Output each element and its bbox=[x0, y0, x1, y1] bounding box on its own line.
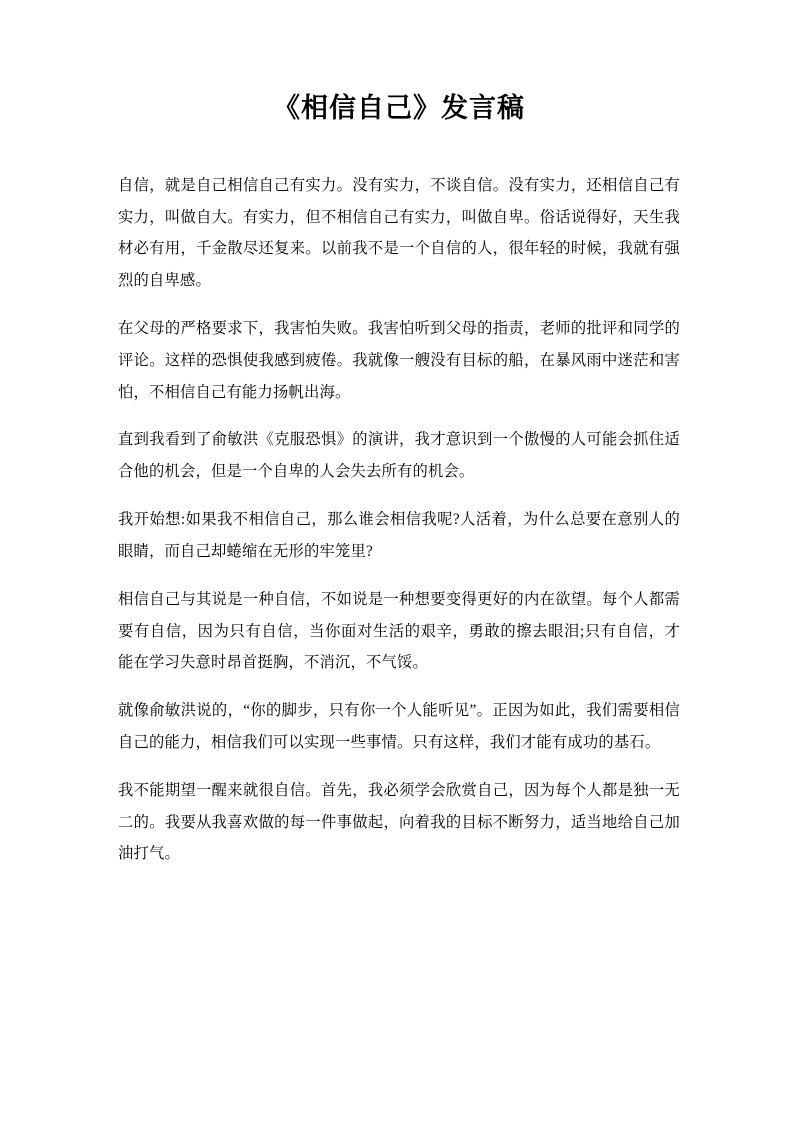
paragraph: 直到我看到了俞敏洪《克服恐惧》的演讲，我才意识到一个傲慢的人可能会抓住适合他的机会，但是一个自卑的人会失去所有的机会。 bbox=[118, 431, 680, 481]
document-body bbox=[118, 170, 680, 870]
page-title: 《相信自己》发言稿 bbox=[273, 93, 525, 123]
paragraph: 自信，就是自己相信自己有实力。没有实力，不谈自信。没有实力，还相信自己有实力，叫做自大。有实力，但不相信自己有实力，叫做自卑。俗话说得好，天生我材必有用，千金散尽还复来。以前我不是一个自信的人，很年轻的时候，我就有强烈的自卑感。 bbox=[118, 176, 680, 290]
paragraph: 相信自己与其说是一种自信，不如说是一种想要变得更好的内在欲望。每个人都需要有自信，因为只有自信，当你面对生活的艰辛，勇敢的擦去眼泪;只有自信，才能在学习失意时昂首挺胸，不消沉，不气馁。 bbox=[118, 590, 680, 672]
paragraph: 在父母的严格要求下，我害怕失败。我害怕听到父母的指责，老师的批评和同学的评论。这样的恐惧使我感到疲倦。我就像一艘没有目标的船，在暴风雨中迷茫和害怕，不相信自己有能力扬帆出海。 bbox=[118, 320, 680, 401]
paragraph: 就像俞敏洪说的，“你的脚步，只有你一个人能听见”。正因为如此，我们需要相信自己的能力，相信我们可以实现一些事情。只有这样，我们才能有成功的基石。 bbox=[118, 702, 680, 751]
paragraph: 我开始想:如果我不相信自己，那么谁会相信我呢?人活着，为什么总要在意别人的眼睛，而自己却蜷缩在无形的牢笼里? bbox=[118, 511, 680, 560]
paragraph: 我不能期望一醒来就很自信。首先，我必须学会欣赏自己，因为每个人都是独一无二的。我要从我喜欢做的每一件事做起，向着我的目标不断努力，适当地给自己加油打气。 bbox=[118, 781, 680, 863]
document-content bbox=[118, 0, 680, 870]
